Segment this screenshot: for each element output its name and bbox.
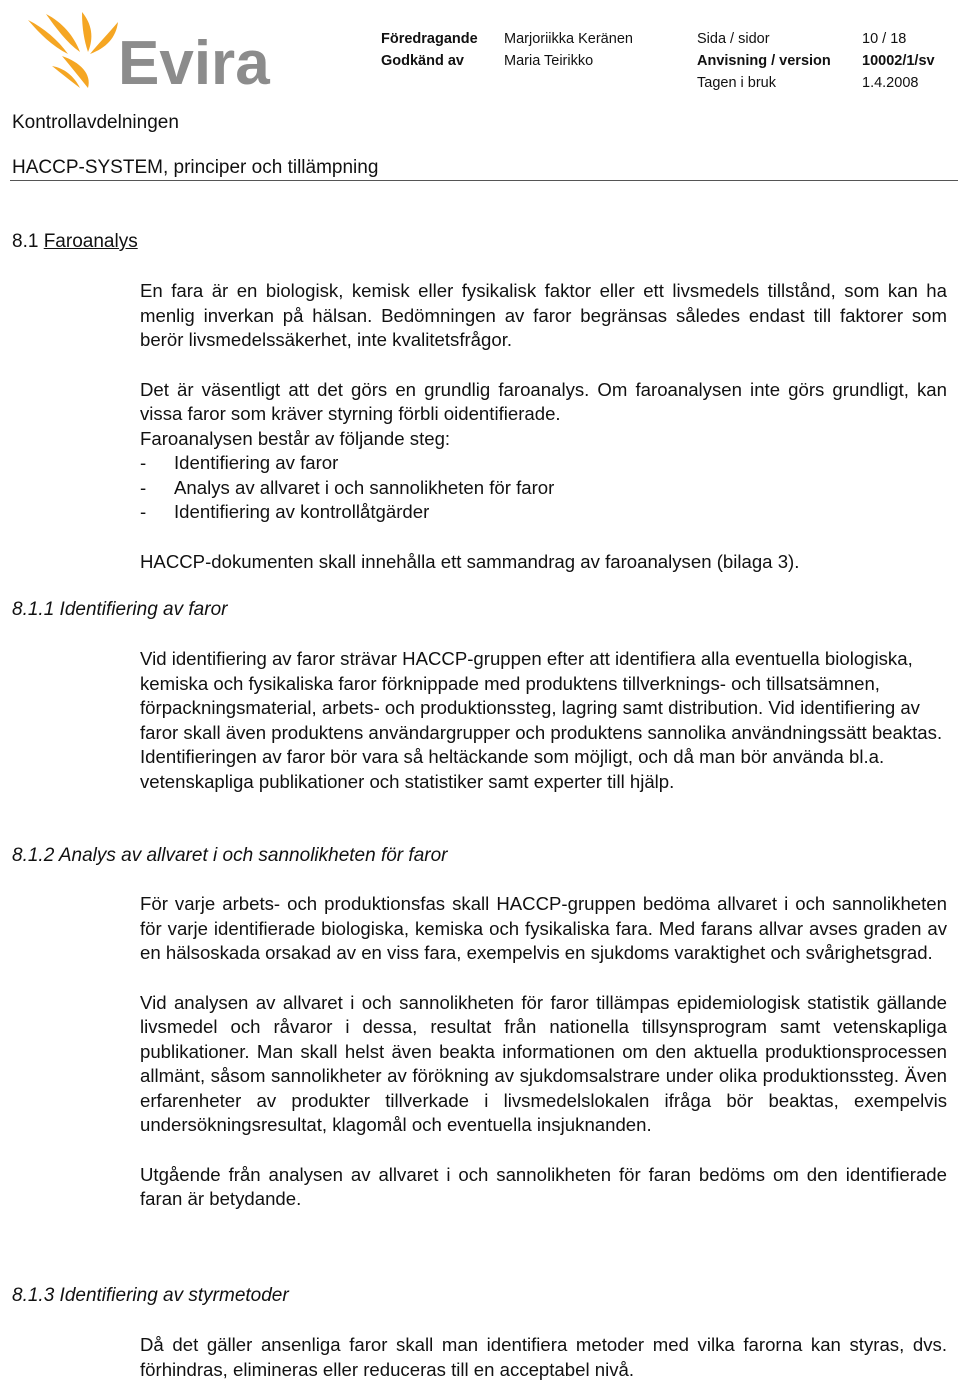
section-8-1-1-heading: 8.1.1 Identifiering av faror [12,599,228,620]
steps-list [140,451,947,525]
list-item: - Identifiering av faror [140,451,947,476]
steps-intro: Faroanalysen består av följande steg: [140,427,451,449]
list-item: - Identifiering av kontrollåtgärder [140,500,947,525]
evira-logo [22,12,274,90]
presenter-value: Marjoriikka Keränen [504,31,633,47]
list-dash: - [140,476,147,498]
evira-leaf-logo-icon [22,12,274,90]
section-8-1-number: 8.1 [12,231,39,252]
significance-paragraph: Utgående från analysen av allvaret i och sannolikheten för faran bedöms om den identifierade faran är betydande. [140,1163,947,1209]
summary-requirement-paragraph: HACCP-dokumenten skall innehålla ett sammandrag av faroanalysen (bilaga 3). [140,550,800,572]
thorough-analysis-paragraph: Det är väsentligt att det görs en grundlig faroanalys. Om faroanalysen inte görs grundligt, kan vissa faror som kräver styrning förbli oidentifierade. [140,378,947,424]
approved-value: Maria Teirikko [504,53,594,69]
identification-paragraph: Vid identifiering av faror strävar HACCP-gruppen efter att identifiera alla eventuella biologiska, kemiska och fysikaliska faror förknippade med produktens tillverknings- och tillsatsämnen, förpackningsmaterial, arbets- och produktionssteg, lagring samt distribution. Vid identifiering av faror skall även produktens användargrupper och produktens sannolika användningssätt beaktas. Identifieringen av faror bör vara så heltäckande som möjligt, och då man bör använda bl.a. vetenskapliga publikationer och statistiker samt experter till hjälp. [140,648,943,792]
list-dash: - [140,501,147,522]
section-8-1-1-body [140,647,947,794]
section-8-1-body [140,279,947,574]
page-label: Sida / sidor [697,31,770,47]
section-8-1-title: Faroanalys [43,231,138,252]
doc-value: 10002/1/sv [862,53,935,69]
hazard-definition-paragraph: En fara är en biologisk, kemisk eller fysikalisk faktor eller ett livsmedels tillstånd, som kan ha menlig inverkan på hälsan. Bedömningen av faror begränsas således endast till faktorer som berör livsmedelssäkerhet, inte kvalitetsfrågor. [140,280,947,350]
analysis-methods-paragraph: Vid analysen av allvaret i och sannolikheten för faror tillämpas epidemiologisk statistik gällande livsmedel och råvaror i dessa, resultat från nationella tillsynsprogram samt vetenskapliga publikationer. Man skall helst även beakta informationen om den aktuella produktionsprocessen allmänt, såsom sannolikheter av förökning av sjukdomsalstrare under olika produktionssteg. Även erfarenheter av produkter tillverkade i livsmedelslokalen ifråga bör beaktas, exempelvis undersökningsresultat, klagomål och eventuella insjuknanden. [140,991,947,1135]
section-8-1-3-body [140,1333,947,1382]
severity-paragraph: För varje arbets- och produktionsfas skall HACCP-gruppen bedöma allvaret i och sannolikheten för varje identifierade biologiska, kemiska och fysikaliska fara. Med farans allvar avses graden av en hälsoskada orsakad av en viss fara, exempelvis en sjukdoms varaktighet och svårighetsgrad. [140,893,947,963]
header-divider [10,180,958,181]
doc-label: Anvisning / version [697,53,831,69]
section-8-1-2-body [140,892,947,1212]
department-name: Kontrollavdelningen [12,112,179,133]
presenter-label: Föredragande [381,31,478,47]
section-8-1-heading [12,230,138,254]
control-methods-paragraph: Då det gäller ansenliga faror skall man identifiera metoder med vilka farorna kan styras, dvs. förhindras, elimineras eller reduceras till en acceptabel nivå. [140,1334,947,1380]
section-8-1-3-heading: 8.1.3 Identifiering av styrmetoder [12,1285,289,1306]
page-value: 10 / 18 [862,31,907,47]
section-8-1-2-heading: 8.1.2 Analys av allvaret i och sannolikheten för faror [12,845,448,866]
approved-label: Godkänd av [381,53,464,69]
effective-value: 1.4.2008 [862,75,919,91]
effective-label: Tagen i bruk [697,75,776,91]
document-title: HACCP-SYSTEM, principer och tillämpning [12,157,379,178]
list-dash: - [140,452,147,473]
svg-text:Evira: Evira [118,29,270,90]
list-item: - Analys av allvaret i och sannolikheten för faror [140,476,947,501]
